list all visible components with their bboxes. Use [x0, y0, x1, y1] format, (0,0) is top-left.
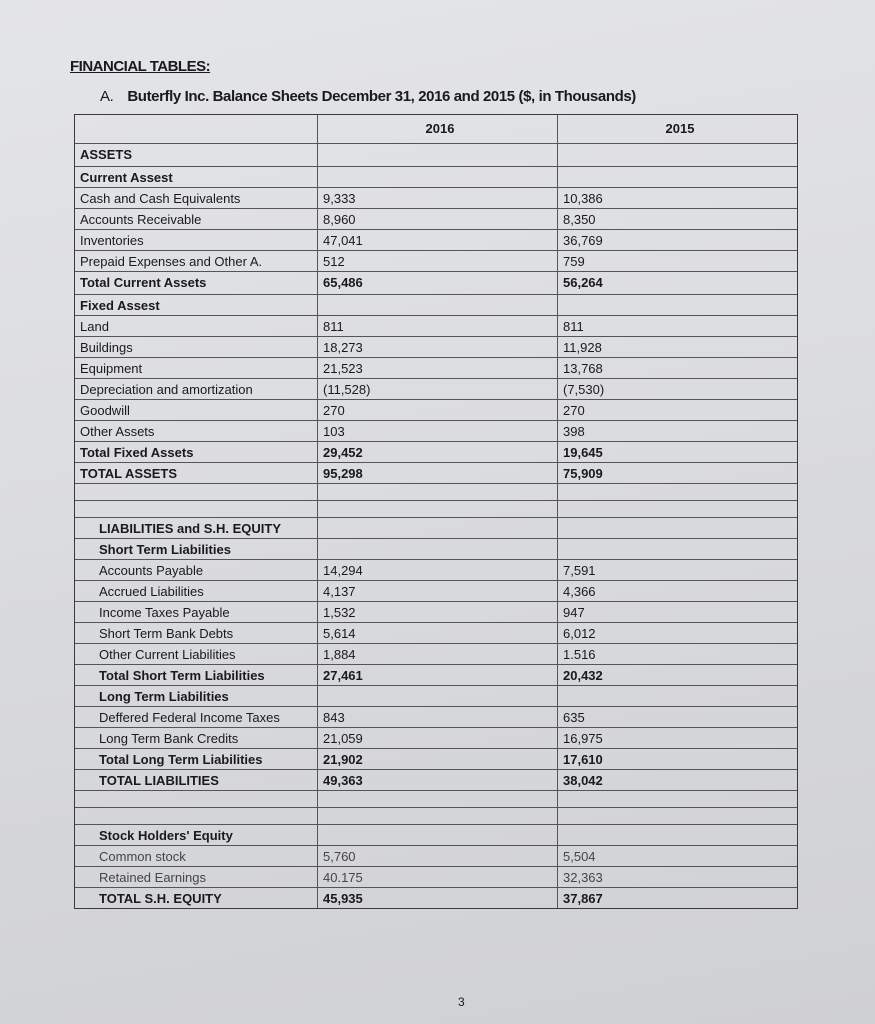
row-label: Total Long Term Liabilities	[99, 752, 263, 767]
value-2016: 21,902	[317, 749, 557, 769]
table-row	[75, 399, 797, 420]
spacer-row	[75, 483, 797, 500]
table-row	[75, 622, 797, 643]
value-2015: 75,909	[557, 463, 797, 483]
current-assets-title: Current Assest	[80, 170, 173, 185]
row-label: Total Fixed Assets	[80, 445, 194, 460]
row-label: TOTAL LIABILITIES	[99, 773, 219, 788]
value-2016: 103	[317, 421, 557, 441]
row-label: Goodwill	[80, 403, 130, 418]
table-row	[75, 315, 797, 336]
table-row	[75, 580, 797, 601]
value-2015: 635	[557, 707, 797, 727]
value-2015: 37,867	[557, 888, 797, 908]
fixed-assets-title-row	[75, 294, 797, 315]
value-2015: 17,610	[557, 749, 797, 769]
table-row	[75, 208, 797, 229]
long-term-title: Long Term Liabilities	[99, 689, 229, 704]
row-label: Accounts Payable	[99, 563, 204, 578]
value-2015: 38,042	[557, 770, 797, 790]
value-2015: (7,530)	[557, 379, 797, 399]
spacer-row	[75, 500, 797, 517]
table-row	[75, 866, 797, 887]
row-label: TOTAL ASSETS	[80, 466, 178, 481]
value-2015: 947	[557, 602, 797, 622]
value-2015: 11,928	[557, 337, 797, 357]
row-label: Long Term Bank Credits	[99, 731, 239, 746]
table-row	[75, 420, 797, 441]
short-term-title: Short Term Liabilities	[99, 542, 231, 557]
value-2015: 20,432	[557, 665, 797, 685]
table-row	[75, 378, 797, 399]
table-row	[75, 643, 797, 664]
caption-letter: A.	[100, 88, 114, 105]
liabilities-title-row	[75, 517, 797, 538]
total-equity-row	[75, 887, 797, 908]
caption-text: Buterfly Inc. Balance Sheets December 31, 2016 and 2015 ($, in Thousands)	[127, 88, 636, 105]
row-label: Total Short Term Liabilities	[99, 668, 265, 683]
row-label: Accounts Receivable	[80, 212, 202, 227]
current-assets-title-row	[75, 166, 797, 187]
value-2016: 21,059	[317, 728, 557, 748]
value-2016: 811	[317, 316, 557, 336]
row-label: Deffered Federal Income Taxes	[99, 710, 280, 725]
value-2015: 56,264	[557, 272, 797, 294]
value-2016: 27,461	[317, 665, 557, 685]
value-2016: 5,760	[317, 846, 557, 866]
value-2015: 270	[557, 400, 797, 420]
value-2015: 4,366	[557, 581, 797, 601]
value-2016: 47,041	[317, 230, 557, 250]
long-term-title-row	[75, 685, 797, 706]
table-row	[75, 357, 797, 378]
section-heading: FINANCIAL TABLES:	[70, 58, 211, 75]
row-label: Depreciation and amortization	[80, 382, 253, 397]
total-current-assets-row	[75, 271, 797, 294]
liabilities-title: LIABILITIES and S.H. EQUITY	[99, 521, 282, 536]
table-caption	[100, 88, 636, 105]
value-2016: 843	[317, 707, 557, 727]
value-2015: 811	[557, 316, 797, 336]
value-2015: 759	[557, 251, 797, 271]
table-row	[75, 706, 797, 727]
value-2015: 8,350	[557, 209, 797, 229]
table-row	[75, 336, 797, 357]
header-2015: 2015	[557, 115, 797, 143]
table-row	[75, 601, 797, 622]
table-row	[75, 559, 797, 580]
page-number: 3	[458, 995, 465, 1009]
row-label: Prepaid Expenses and Other A.	[80, 254, 263, 269]
value-2015: 6,012	[557, 623, 797, 643]
value-2016: 9,333	[317, 188, 557, 208]
value-2016: 29,452	[317, 442, 557, 462]
equity-title: Stock Holders' Equity	[99, 828, 233, 843]
table-row	[75, 229, 797, 250]
value-2016: 8,960	[317, 209, 557, 229]
value-2016: 1,532	[317, 602, 557, 622]
total-liabilities-row	[75, 769, 797, 790]
assets-title-row	[75, 143, 797, 166]
value-2015: 398	[557, 421, 797, 441]
value-2016: 1,884	[317, 644, 557, 664]
row-label: Cash and Cash Equivalents	[80, 191, 241, 206]
short-term-title-row	[75, 538, 797, 559]
header-label	[75, 115, 317, 143]
value-2015: 16,975	[557, 728, 797, 748]
total-long-term-row	[75, 748, 797, 769]
total-assets-row	[75, 462, 797, 483]
value-2016: 270	[317, 400, 557, 420]
row-label: Common stock	[99, 849, 186, 864]
table-row	[75, 250, 797, 271]
value-2016: 45,935	[317, 888, 557, 908]
row-label: Accrued Liabilities	[99, 584, 204, 599]
header-2016: 2016	[317, 115, 557, 143]
value-2015: 1.516	[557, 644, 797, 664]
spacer-row	[75, 807, 797, 824]
value-2015: 36,769	[557, 230, 797, 250]
row-label: Buildings	[80, 340, 133, 355]
value-2016: 95,298	[317, 463, 557, 483]
value-2015: 5,504	[557, 846, 797, 866]
value-2015: 10,386	[557, 188, 797, 208]
row-label: Other Assets	[80, 424, 155, 439]
row-label: Total Current Assets	[80, 275, 207, 290]
value-2016: 18,273	[317, 337, 557, 357]
value-2016: 5,614	[317, 623, 557, 643]
value-2016: 14,294	[317, 560, 557, 580]
balance-sheet-table	[74, 114, 798, 909]
row-label: Equipment	[80, 361, 143, 376]
value-2016: 4,137	[317, 581, 557, 601]
row-label: TOTAL S.H. EQUITY	[99, 891, 222, 906]
fixed-assets-title: Fixed Assest	[80, 298, 160, 313]
header-row	[75, 115, 797, 143]
row-label: Inventories	[80, 233, 144, 248]
value-2016: 40.175	[317, 867, 557, 887]
total-short-term-row	[75, 664, 797, 685]
table-row	[75, 845, 797, 866]
equity-title-row	[75, 824, 797, 845]
spacer-row	[75, 790, 797, 807]
table-row	[75, 727, 797, 748]
value-2016: 21,523	[317, 358, 557, 378]
value-2015: 19,645	[557, 442, 797, 462]
value-2016: 65,486	[317, 272, 557, 294]
value-2016: 512	[317, 251, 557, 271]
table-row	[75, 187, 797, 208]
total-fixed-assets-row	[75, 441, 797, 462]
row-label: Other Current Liabilities	[99, 647, 236, 662]
assets-title: ASSETS	[80, 147, 133, 162]
value-2015: 32,363	[557, 867, 797, 887]
row-label: Retained Earnings	[99, 870, 206, 885]
value-2015: 13,768	[557, 358, 797, 378]
value-2016: (11,528)	[317, 379, 557, 399]
row-label: Income Taxes Payable	[99, 605, 230, 620]
value-2015: 7,591	[557, 560, 797, 580]
row-label: Short Term Bank Debts	[99, 626, 234, 641]
row-label: Land	[80, 319, 109, 334]
value-2016: 49,363	[317, 770, 557, 790]
